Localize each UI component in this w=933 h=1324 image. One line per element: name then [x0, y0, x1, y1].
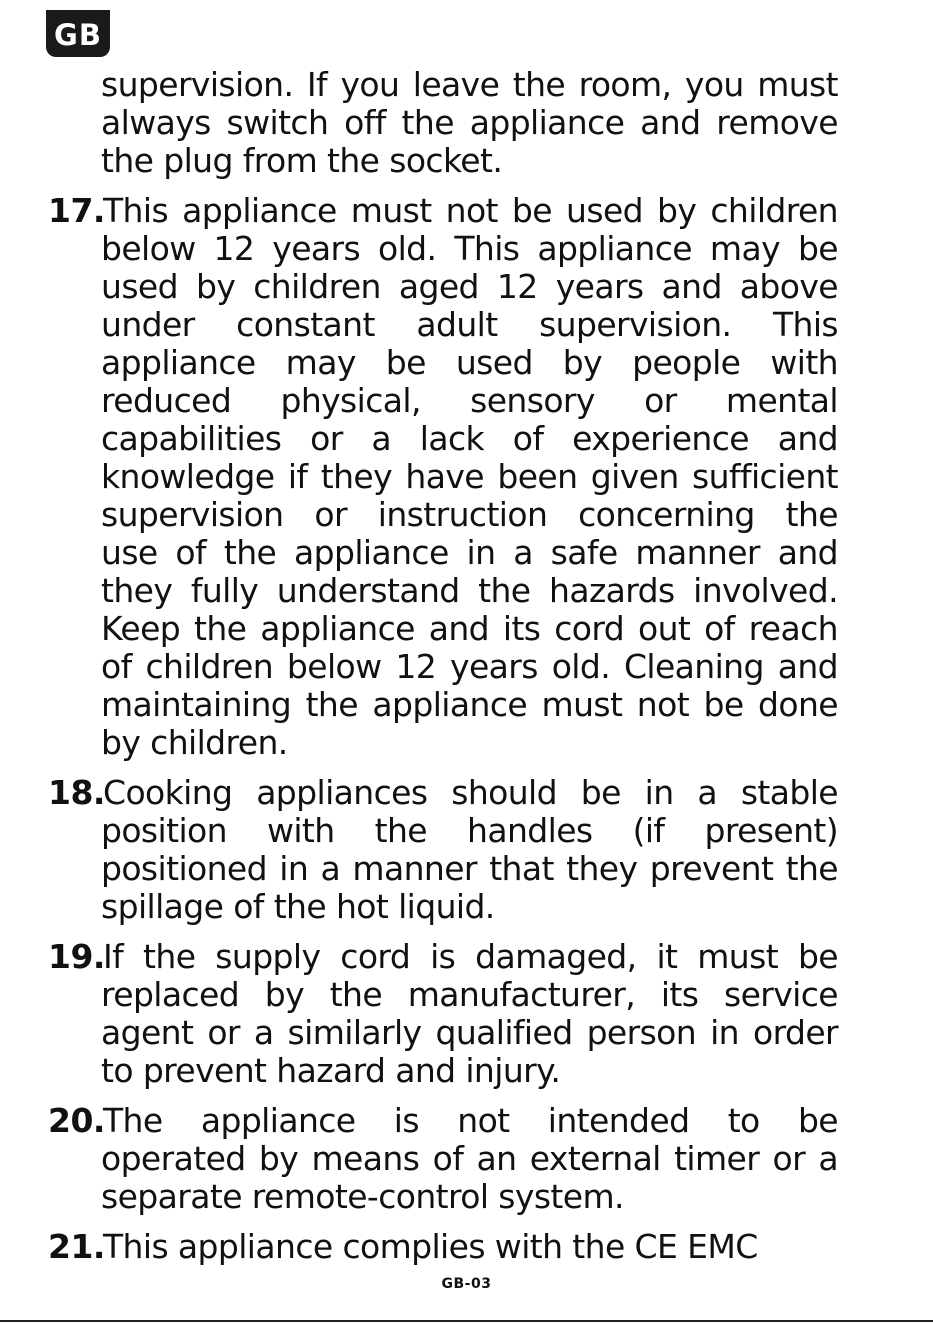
safety-item-17: [48, 192, 838, 762]
text-line: they fully understand the hazards involved.: [101, 571, 838, 610]
text-line: Cooking appliances should be in a stable: [103, 773, 838, 812]
text-line: separate remote-control system.: [101, 1177, 624, 1216]
text-line: positioned in a manner that they prevent the: [101, 849, 838, 888]
safety-item-18: [48, 774, 838, 926]
text-line: appliance may be used by people with: [101, 343, 838, 382]
text-line: under constant adult supervision. This: [101, 305, 838, 344]
text-line: reduced physical, sensory or mental: [101, 381, 838, 420]
text-line: The appliance is not intended to be: [103, 1101, 838, 1140]
safety-item-21: [48, 1228, 838, 1266]
text-line: capabilities or a lack of experience and: [101, 419, 838, 458]
text-line: position with the handles (if present): [101, 811, 838, 850]
text-line: by children.: [101, 723, 288, 762]
text-line: operated by means of an external timer or a: [101, 1139, 838, 1178]
text-line: replaced by the manufacturer, its service: [101, 975, 838, 1014]
text-line: to prevent hazard and injury.: [101, 1051, 561, 1090]
text-line: knowledge if they have been given sufficient: [101, 457, 838, 496]
page-number: GB-03: [441, 1276, 492, 1292]
item-number: 17.: [48, 191, 105, 230]
text-line: This appliance must not be used by children: [103, 191, 838, 230]
continued-paragraph: [48, 66, 838, 180]
text-line: supervision. If you leave the room, you must: [101, 65, 838, 104]
item-number: 21.: [48, 1227, 105, 1266]
text-line: Keep the appliance and its cord out of reach: [101, 609, 838, 648]
text-line: use of the appliance in a safe manner and: [101, 533, 838, 572]
text-line: of children below 12 years old. Cleaning and: [101, 647, 838, 686]
text-line: maintaining the appliance must not be done: [101, 685, 838, 724]
text-line: supervision or instruction concerning the: [101, 495, 838, 534]
item-number: 18.: [48, 773, 105, 812]
text-line: spillage of the hot liquid.: [101, 887, 495, 926]
text-line: agent or a similarly qualified person in order: [101, 1013, 838, 1052]
language-badge: GB: [46, 10, 110, 57]
item-number: 20.: [48, 1101, 105, 1140]
instructions-body: [48, 66, 838, 1266]
text-line: If the supply cord is damaged, it must be: [103, 937, 838, 976]
text-line: used by children aged 12 years and above: [101, 267, 838, 306]
bottom-divider: [0, 1320, 933, 1322]
text-line: the plug from the socket.: [101, 141, 503, 180]
text-line: This appliance complies with the CE EMC: [103, 1227, 758, 1266]
safety-item-19: [48, 938, 838, 1090]
text-line: always switch off the appliance and remove: [101, 103, 838, 142]
safety-item-20: [48, 1102, 838, 1216]
item-number: 19.: [48, 937, 105, 976]
text-line: below 12 years old. This appliance may be: [101, 229, 838, 268]
